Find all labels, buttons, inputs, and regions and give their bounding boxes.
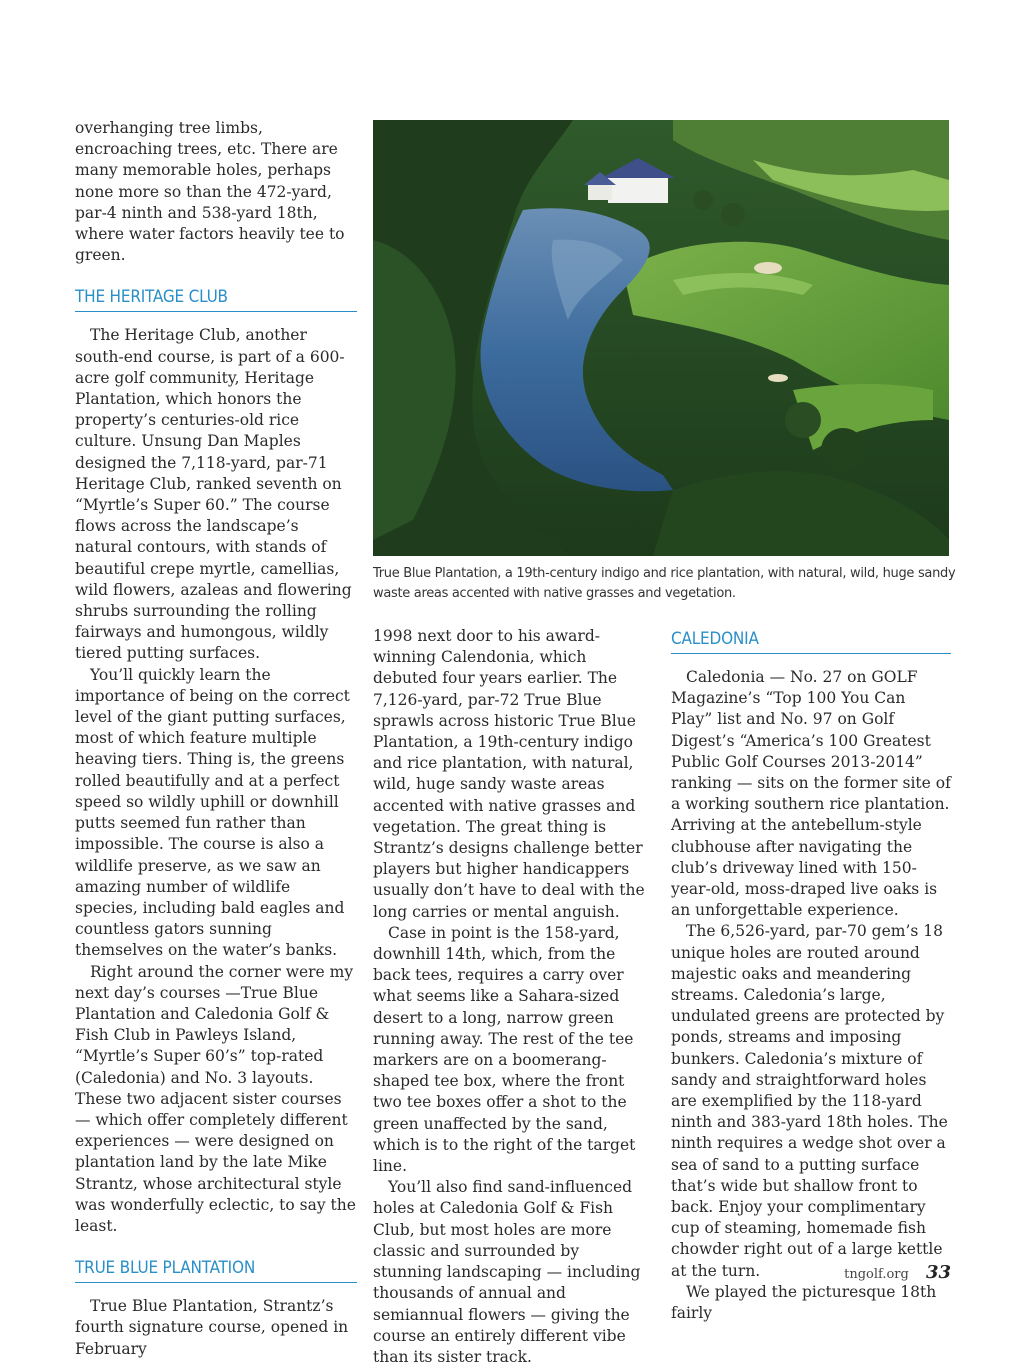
paragraph: We played the picturesque 18th fairly bbox=[671, 1282, 937, 1323]
section-heading-true-blue: TRUE BLUE PLANTATION bbox=[75, 1258, 357, 1283]
paragraph: The Heritage Club, another south-end course, is part of a 600-acre golf community, Heritage Plantation, which honors the property’s centuries-old rice culture. Unsung Dan Maples designed the 7,118-yard, par-71 Heritage Club, ranked seventh on “Myrtle’s Super 60.” The course flows across the landscape’s natural contours, with stands of beautiful crepe myrtle, camellias, wild flowers, azaleas and flowering shrubs surrounding the rolling fairways and humongous, wildly tiered putting surfaces. bbox=[75, 326, 352, 663]
paragraph: 1998 next door to his award-winning Calendonia, which debuted four years earlier. The 7,126-yard, par-72 True Blue sprawls across historic True Blue Plantation, a 19th-century indigo and rice plantation, with natural, wild, huge sandy waste areas accented with native grasses and vegetation. The great thing is Strantz’s designs challenge better players but higher handicappers usually don’t have to deal with the long carries or mental anguish. bbox=[373, 627, 645, 921]
article-column-3 bbox=[671, 629, 951, 1324]
site-url: tngolf.org bbox=[844, 1267, 909, 1282]
section-heading-heritage-club: THE HERITAGE CLUB bbox=[75, 287, 357, 312]
photo-caption: True Blue Plantation, a 19th-century indigo and rice plantation, with natural, wild, huge sandy waste areas accented with native grasses and vegetation. bbox=[373, 566, 956, 601]
paragraph: You’ll also find sand-influenced holes at Caledonia Golf & Fish Club, but most holes are more classic and surrounded by stunning landscaping — including thousands of annual and semiannual flowers — giving the course an entirely different vibe than its sister track. bbox=[373, 1178, 641, 1366]
paragraph: The 6,526-yard, par-70 gem’s 18 unique holes are routed around majestic oaks and meandering streams. Caledonia’s large, undulated greens are protected by ponds, streams and imposing bunkers. Caledonia’s mixture of sandy and straightforward holes are exemplified by the 118-yard ninth and 383-yard 18th holes. The ninth requires a wedge shot over a sea of sand to a putting surface that’s wide but shallow front to back. Enjoy your complimentary cup of steaming, homemade fish chowder right out of a large kettle at the turn. bbox=[671, 922, 948, 1280]
paragraph: Caledonia — No. 27 on GOLF Magazine’s “Top 100 You Can Play” list and No. 97 on Golf Digest’s “America’s 100 Greatest Public Golf Courses 2013-2014” ranking — sits on the former site of a working southern rice plantation. Arriving at the antebellum-style clubhouse after navigating the club’s driveway lined with 150-year-old, moss-draped live oaks is an unforgettable experience. bbox=[671, 668, 951, 920]
paragraph: Case in point is the 158-yard, downhill 14th, which, from the back tees, requires a carry over what seems like a Sahara-sized desert to a long, narrow green running away. The rest of the tee markers are on a boomerang-shaped tee box, where the front two tee boxes offer a shot to the green unaffected by the sand, which is to the right of the target line. bbox=[373, 923, 636, 1176]
article-column-1 bbox=[75, 118, 357, 1360]
article-column-2 bbox=[373, 626, 653, 1368]
aerial-golf-course-photo bbox=[373, 120, 949, 556]
section-heading-caledonia: CALEDONIA bbox=[671, 629, 951, 654]
page-number: 33 bbox=[925, 1262, 951, 1283]
paragraph: Right around the corner were my next day’s courses —True Blue Plantation and Caledonia Golf & Fish Club in Pawleys Island, “Myrtle’s Super 60’s” top-rated (Caledonia) and No. 3 layouts. These two adjacent sister courses — which offer completely different experiences — were designed on plantation land by the late Mike Strantz, whose architectural style was wonderfully eclectic, to say the least. bbox=[75, 962, 356, 1235]
paragraph: overhanging tree limbs, encroaching trees, etc. There are many memorable holes, perhaps none more so than the 472-yard, par-4 ninth and 538-yard 18th, where water factors heavily tee to green. bbox=[75, 119, 345, 265]
paragraph: True Blue Plantation, Strantz’s fourth signature course, opened in February bbox=[75, 1297, 349, 1358]
paragraph: You’ll quickly learn the importance of being on the correct level of the giant putting surfaces, most of which feature multiple heaving tiers. Thing is, the greens rolled beautifully and at a perfect speed so wildly uphill or downhill putts seemed fun rather than impossible. The course is also a wildlife preserve, as we saw an amazing number of wildlife species, including bald eagles and countless gators sunning themselves on the water’s banks. bbox=[75, 665, 350, 960]
page-footer bbox=[844, 1262, 951, 1283]
